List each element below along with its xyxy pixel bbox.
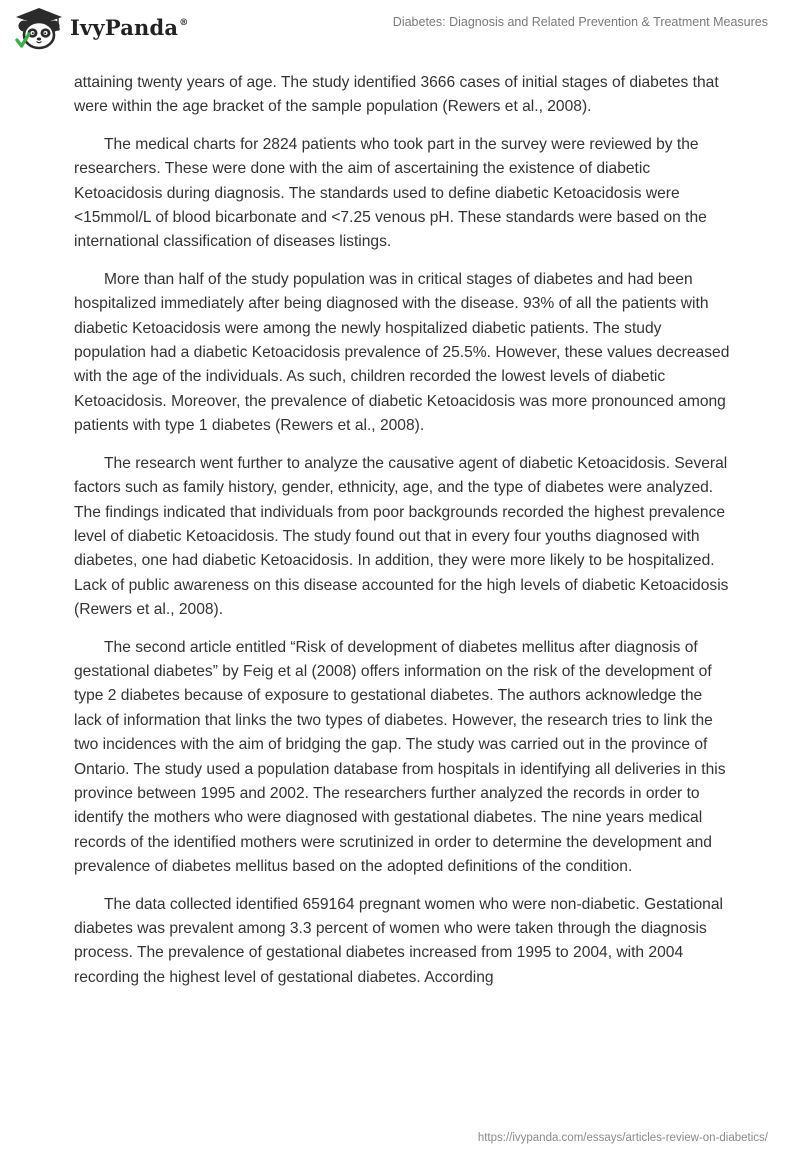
panda-graduate-icon [14, 6, 64, 50]
body-paragraph: The medical charts for 2824 patients who took part in the survey were reviewed by the researchers. These were done with the aim of ascertaining the existence of diabetic Ketoacidosis during diagnosis. The standards used to define diabetic Ketoacidosis were <15mmol/L of blood bicarbonate and <7.25 venous pH. These standards were based on the international classification of diseases listings. [74, 135, 707, 251]
document-running-title: Diabetes: Diagnosis and Related Prevention & Treatment Measures [392, 15, 768, 29]
ivypanda-logo[interactable] [14, 6, 188, 50]
body-paragraph: More than half of the study population was in critical stages of diabetes and had been hospitalized immediately after being diagnosed with the disease. 93% of all the patients with diabetic Ketoacidosis were among the newly hospitalized diabetic patients. The study population had a diabetic Ketoacidosis prevalence of 25.5%. However, these values decreased with the age of the individuals. As such, children recorded the lowest levels of diabetic Ketoacidosis. Moreover, the prevalence of diabetic Ketoacidosis was more pronounced among patients with type 1 diabetes (Rewers et al., 2008). [74, 270, 730, 435]
essay-body [74, 71, 732, 1003]
source-url-link[interactable]: https://ivypanda.com/essays/articles-review-on-diabetics/ [477, 1132, 768, 1144]
body-paragraph: attaining twenty years of age. The study identified 3666 cases of initial stages of diabetes that were within the age bracket of the sample population (Rewers et al., 2008). [74, 74, 719, 116]
logo-text: IvyPanda [70, 14, 179, 40]
body-paragraph: The data collected identified 659164 pregnant women who were non-diabetic. Gestational diabetes was prevalent among 3.3 percent of women who were taken through the diagnosis process. The prevalence of gestational diabetes increased from 1995 to 2004, with 2004 recording the highest level of gestational diabetes. According [74, 895, 723, 986]
body-paragraph: The second article entitled “Risk of development of diabetes mellitus after diagnosis of gestational diabetes” by Feig et al (2008) offers information on the risk of the development of type 2 diabetes because of exposure to gestational diabetes. The authors acknowledge the lack of information that links the two types of diabetes. However, the research tries to link the two incidences with the aim of bridging the gap. The study was carried out in the province of Ontario. The study used a population database from hospitals in identifying all deliveries in this province between 1995 and 2002. The researchers further analyzed the records in order to identify the mothers who were diagnosed with gestational diabetes. The nine years medical records of the identified mothers were scrutinized in order to determine the development and prevalence of diabetes mellitus based on the adopted definitions of the condition. [74, 638, 726, 876]
page-header [0, 0, 800, 60]
body-paragraph: The research went further to analyze the causative agent of diabetic Ketoacidosis. Several factors such as family history, gender, ethnicity, age, and the type of diabetes were analyzed. The findings indicated that individuals from poor backgrounds recorded the highest prevalence level of diabetic Ketoacidosis. The study found out that in every four youths diagnosed with diabetes, one had diabetic Ketoacidosis. In addition, they were more likely to be hospitalized. Lack of public awareness on this disease accounted for the high levels of diabetic Ketoacidosis (Rewers et al., 2008). [74, 454, 729, 619]
logo-wordmark [70, 15, 188, 40]
registered-mark: ® [179, 17, 189, 28]
